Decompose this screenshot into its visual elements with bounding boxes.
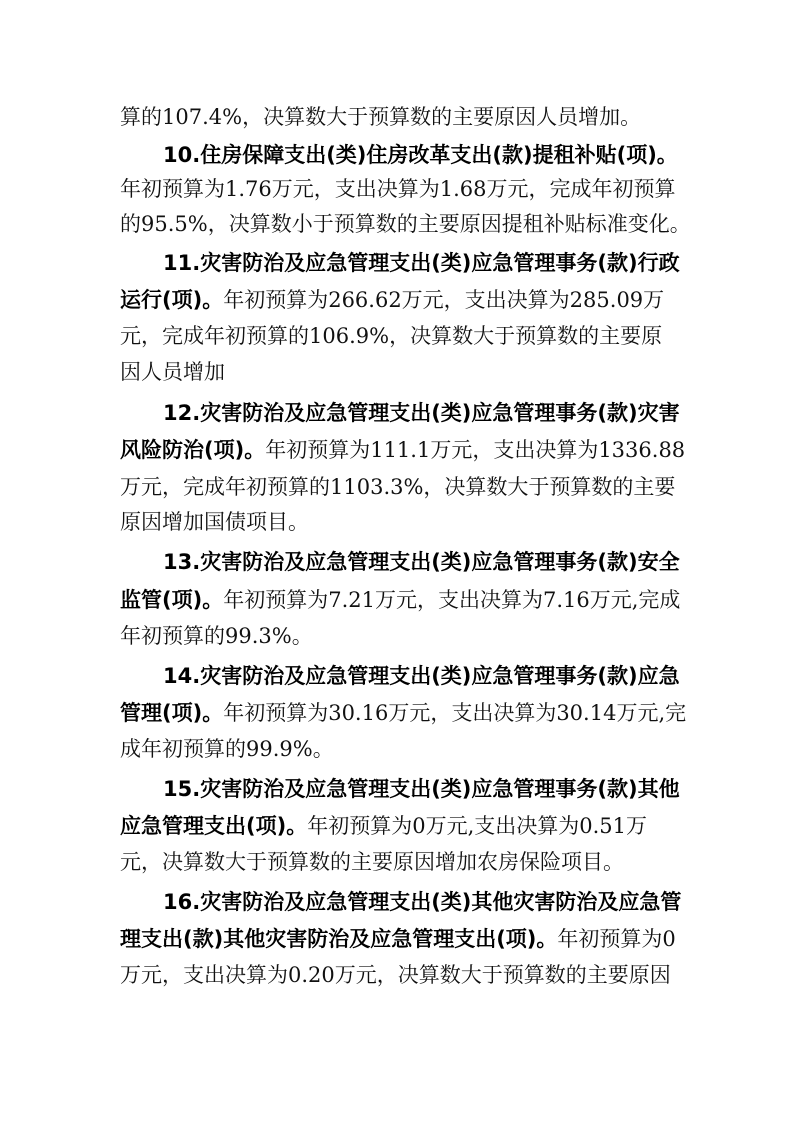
body-text: 万元，完成年初预算的1103.3%，决算数大于预算数的主要: [120, 475, 676, 499]
item-heading: 风险防治(项)。: [120, 438, 266, 462]
text-line: [120, 924, 680, 954]
body-text: 成年初预算的99.9%。: [120, 737, 334, 761]
text-line: [120, 734, 680, 764]
item-heading-line: [163, 398, 683, 428]
item-heading: 运行(项)。: [120, 288, 224, 312]
item-heading-line: [163, 547, 683, 577]
item-heading: 16.灾害防治及应急管理支出(类)其他灾害防治及应急管: [163, 890, 682, 914]
body-text: 年初预算为0万元,支出决算为0.51万: [307, 814, 647, 838]
text-line: [120, 847, 680, 877]
text-line: [120, 285, 680, 315]
body-text: 年初预算为30.16万元，支出决算为30.14万元,完: [223, 701, 687, 725]
text-line: [120, 621, 680, 651]
text-line: [120, 472, 680, 502]
item-heading-line: [163, 140, 683, 170]
item-heading: 12.灾害防治及应急管理支出(类)应急管理事务(款)灾害: [163, 401, 680, 425]
item-heading: 应急管理支出(项)。: [120, 814, 308, 838]
body-text: 年初预算为111.1万元，支出决算为1336.88: [265, 438, 686, 462]
text-line: [120, 209, 691, 239]
body-text: 元，完成年初预算的106.9%，决算数大于预算数的主要原: [120, 324, 663, 348]
text-line: [120, 507, 680, 537]
body-text: 原因增加国债项目。: [120, 510, 309, 534]
item-heading-line: [163, 774, 683, 804]
body-text: 因人员增加: [120, 360, 225, 384]
text-line: [120, 960, 680, 990]
body-text: 的95.5%，决算数小于预算数的主要原因提租补贴标准变化。: [120, 212, 691, 236]
body-text: 年初预算的99.3%。: [120, 624, 313, 648]
item-heading: 监管(项)。: [120, 588, 224, 612]
body-text: 算的107.4%，决算数大于预算数的主要原因人员增加。: [120, 105, 642, 129]
item-heading: 15.灾害防治及应急管理支出(类)应急管理事务(款)其他: [163, 777, 680, 801]
text-line: [120, 435, 686, 465]
text-line: [120, 585, 680, 615]
body-text: 元，决算数大于预算数的主要原因增加农房保险项目。: [120, 850, 624, 874]
item-heading: 10.住房保障支出(类)住房改革支出(款)提租补贴(项)。: [163, 143, 678, 167]
text-line: [120, 174, 680, 204]
item-heading: 管理(项)。: [120, 701, 224, 725]
text-line: [120, 357, 680, 387]
body-text: 年初预算为1.76万元，支出决算为1.68万元，完成年初预算: [120, 177, 676, 201]
text-line: [120, 102, 680, 132]
body-text: 年初预算为7.21万元，支出决算为7.16万元,完成: [223, 588, 681, 612]
body-text: 万元，支出决算为0.20万元，决算数大于预算数的主要原因: [120, 963, 671, 987]
item-heading: 11.灾害防治及应急管理支出(类)应急管理事务(款)行政: [163, 251, 680, 275]
item-heading: 13.灾害防治及应急管理支出(类)应急管理事务(款)安全: [163, 550, 680, 574]
body-text: 年初预算为266.62万元，支出决算为285.09万: [223, 288, 665, 312]
body-text: 年初预算为0: [557, 927, 676, 951]
text-line: [120, 811, 680, 841]
text-line: [120, 321, 680, 351]
item-heading: 14.灾害防治及应急管理支出(类)应急管理事务(款)应急: [163, 664, 680, 688]
item-heading-line: [163, 887, 683, 917]
text-line: [120, 698, 687, 728]
item-heading-line: [163, 248, 683, 278]
item-heading-line: [163, 661, 683, 691]
item-heading: 理支出(款)其他灾害防治及应急管理支出(项)。: [120, 927, 558, 951]
